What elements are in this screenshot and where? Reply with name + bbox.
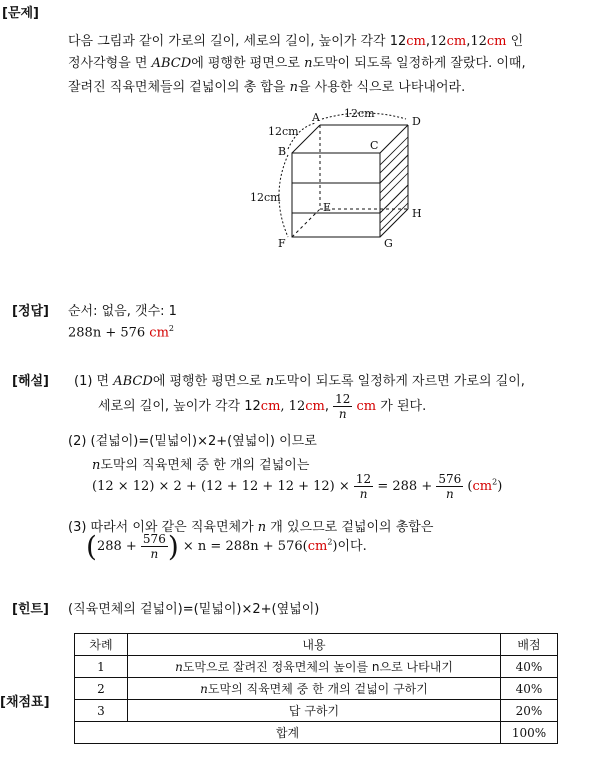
- row-no: 2: [75, 678, 128, 700]
- length-top: 12cm: [344, 107, 375, 120]
- problem-tag: [문제]: [2, 6, 39, 21]
- cube-diagram: [240, 105, 440, 253]
- solution-step-3b: (288 + $\frac{576}{n}$ ) × $n = 288n + 576(cm^2)$이다.: [86, 530, 367, 563]
- vertex-f: F: [278, 237, 286, 250]
- problem-line-2: 정사각형을 면 ABCD에 평행한 평면으로 n도막이 되도록 일정하게 잘랐다. 이때,: [68, 56, 526, 71]
- solution-step-1a: (1) 면 ABCD에 평행한 평면으로 n도막이 되도록 일정하게 자르면 가로의 길이,: [74, 374, 525, 389]
- answer-expression: 288n + 576 $cm^2$: [68, 324, 174, 341]
- length-height: 12cm: [250, 191, 281, 204]
- row-content: n도막의 직육면체 중 한 개의 겉넓이 구하기: [128, 678, 501, 700]
- problem-line-1: 다음 그림과 같이 가로의 길이, 세로의 길이, 높이가 각각 12cm,12cm,12cm 인: [68, 34, 524, 49]
- row-content: 답 구하기: [128, 700, 501, 722]
- vertex-g: G: [384, 237, 393, 250]
- row-score: 20%: [501, 700, 558, 722]
- table-header-row: [75, 634, 558, 656]
- answer-tag: [정답]: [12, 304, 49, 319]
- scoring-table: [74, 633, 558, 744]
- solution-step-2a: (2) (겉넓이)=(밑넓이)×2+(옆넓이) 이므로: [68, 434, 317, 449]
- table-row: [75, 700, 558, 722]
- scoring-tag: [채점표]: [0, 695, 50, 710]
- row-score: 40%: [501, 678, 558, 700]
- row-no: 1: [75, 656, 128, 678]
- solution-tag: [해설]: [12, 374, 49, 389]
- hint-text: (직육면체의 겉넓이)=(밑넓이)×2+(옆넓이): [68, 602, 320, 617]
- hint-tag: [힌트]: [12, 602, 49, 617]
- row-no: 3: [75, 700, 128, 722]
- length-side: 12cm: [268, 125, 299, 138]
- header-order: 차례: [75, 634, 128, 656]
- vertex-c: C: [370, 139, 379, 152]
- total-score: 100%: [501, 722, 558, 744]
- row-content: n도막으로 잘려진 정육면체의 높이를 n으로 나타내기: [128, 656, 501, 678]
- solution-step-2c: (12 × 12) × 2 + (12 + 12 + 12 + 12) × $\frac{12}{n}$ = 288 + $\frac{576}{n}$ $(cm^2)$: [92, 472, 503, 501]
- header-content: 내용: [128, 634, 501, 656]
- vertex-d: D: [412, 115, 421, 128]
- total-label: 합계: [75, 722, 501, 744]
- solution-step-2b: n도막의 직육면체 중 한 개의 겉넓이는: [92, 458, 310, 473]
- solution-step-1b: 세로의 길이, 높이가 각각 12cm, 12cm, $\frac{12}{n}$ cm 가 된다.: [98, 392, 427, 421]
- vertex-h: H: [412, 207, 422, 220]
- vertex-a: A: [312, 111, 320, 124]
- row-score: 40%: [501, 656, 558, 678]
- problem-line-3: 잘려진 직육면체들의 겉넓이의 총 합을 n을 사용한 식으로 나타내어라.: [68, 80, 466, 95]
- solution-step-3a: (3) 따라서 이와 같은 직육면체가 n 개 있으므로 겉넓이의 총합은: [68, 520, 434, 535]
- vertex-e: E: [323, 201, 332, 214]
- table-total-row: [75, 722, 558, 744]
- table-row: [75, 678, 558, 700]
- table-row: [75, 656, 558, 678]
- vertex-b: B: [278, 145, 287, 158]
- answer-line-1: 순서: 없음, 갯수: 1: [68, 304, 177, 319]
- header-score: 배점: [501, 634, 558, 656]
